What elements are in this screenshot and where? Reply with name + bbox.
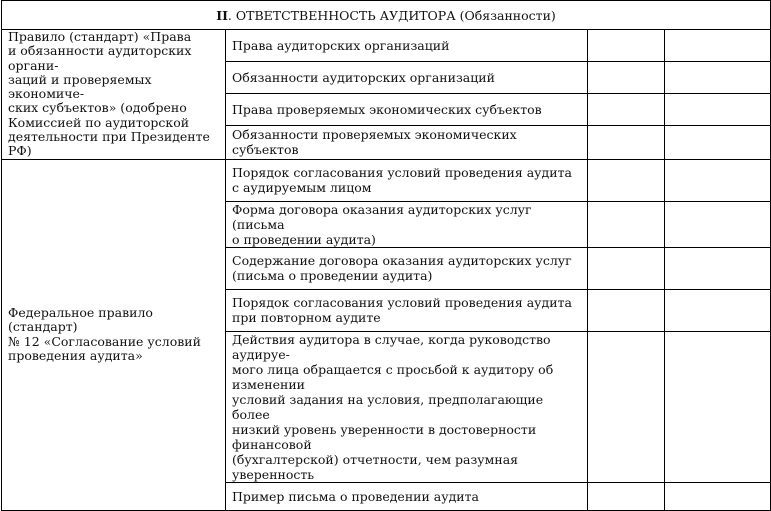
rule-name-line: заций и проверяемых экономиче- <box>8 71 152 102</box>
table-body <box>2 30 771 511</box>
blank-cell <box>588 159 665 201</box>
topic-line: Порядок согласования условий проведения аудита <box>232 165 572 181</box>
rule-name-cell <box>2 30 226 160</box>
topic-line: низкий уровень уверенности в достоверности финансовой <box>232 421 537 452</box>
blank-cell <box>588 289 665 331</box>
topic-line: Действия аудитора в случае, когда руководство аудируе- <box>232 331 551 362</box>
blank-cell <box>588 61 665 93</box>
topic-line: о проведении аудита) <box>232 231 376 247</box>
blank-cell <box>588 247 665 289</box>
topic-cell <box>226 30 588 62</box>
topic-cell <box>226 247 588 289</box>
blank-cell <box>588 125 665 159</box>
topic-line: Обязанности аудиторских организаций <box>232 69 495 85</box>
topic-line: Права аудиторских организаций <box>232 37 450 53</box>
topic-line: условий задания на условия, предполагающие более <box>232 391 544 422</box>
topic-line: Порядок согласования условий проведения аудита <box>232 295 572 311</box>
rule-name-cell <box>2 159 226 510</box>
rule-name-line: и обязанности аудиторских органи- <box>8 43 192 73</box>
blank-cell <box>588 30 665 62</box>
table-row <box>2 159 771 201</box>
blank-cell <box>665 93 771 125</box>
section-header-row <box>2 1 771 30</box>
rule-name-line: проведения аудита» <box>8 347 143 363</box>
rule-name-line: ских субъектов» (одобрено <box>8 100 187 116</box>
section-number: II <box>216 7 228 23</box>
blank-cell <box>588 93 665 125</box>
rule-name-line: № 12 «Согласование условий <box>8 333 201 349</box>
topic-cell <box>226 61 588 93</box>
topic-line: Содержание договора оказания аудиторских услуг <box>232 253 572 269</box>
section-title: . ОТВЕТСТВЕННОСТЬ АУДИТОРА (Обязанности) <box>227 7 556 23</box>
blank-cell <box>665 289 771 331</box>
topic-line: Обязанности проверяемых экономических субъектов <box>232 127 517 158</box>
topic-cell <box>226 289 588 331</box>
topic-line: (бухгалтерской) отчетности, чем разумная уверенность <box>232 451 519 482</box>
blank-cell <box>665 61 771 93</box>
topic-cell <box>226 93 588 125</box>
blank-cell <box>665 125 771 159</box>
blank-cell <box>665 331 771 482</box>
blank-cell <box>665 159 771 201</box>
topic-line: мого лица обращается с просьбой к аудитору об изменении <box>232 361 554 392</box>
topic-cell <box>226 482 588 510</box>
blank-cell <box>588 482 665 510</box>
blank-cell <box>588 201 665 247</box>
blank-cell <box>665 247 771 289</box>
section-heading <box>2 1 771 30</box>
audit-responsibility-table <box>1 0 771 511</box>
topic-cell <box>226 125 588 159</box>
topic-cell <box>226 331 588 482</box>
topic-line: Права проверяемых экономических субъектов <box>232 101 542 117</box>
blank-cell <box>665 201 771 247</box>
rule-name-line: Правило (стандарт) «Права <box>8 29 192 44</box>
topic-line: с аудируемым лицом <box>232 180 372 196</box>
table-row <box>2 30 771 62</box>
topic-cell <box>226 159 588 201</box>
rule-name-line: Федеральное правило (стандарт) <box>8 305 153 335</box>
blank-cell <box>665 30 771 62</box>
topic-cell <box>226 201 588 247</box>
topic-line: при повторном аудите <box>232 310 381 326</box>
topic-line: Пример письма о проведении аудита <box>232 488 480 504</box>
rule-name-line: Комиссией по аудиторской <box>8 114 190 130</box>
blank-cell <box>588 331 665 482</box>
rule-name-line: деятельности при Президенте РФ) <box>8 129 210 159</box>
topic-line: Форма договора оказания аудиторских услуг (письма <box>232 201 532 232</box>
blank-cell <box>665 482 771 510</box>
topic-line: (письма о проведении аудита) <box>232 268 433 284</box>
